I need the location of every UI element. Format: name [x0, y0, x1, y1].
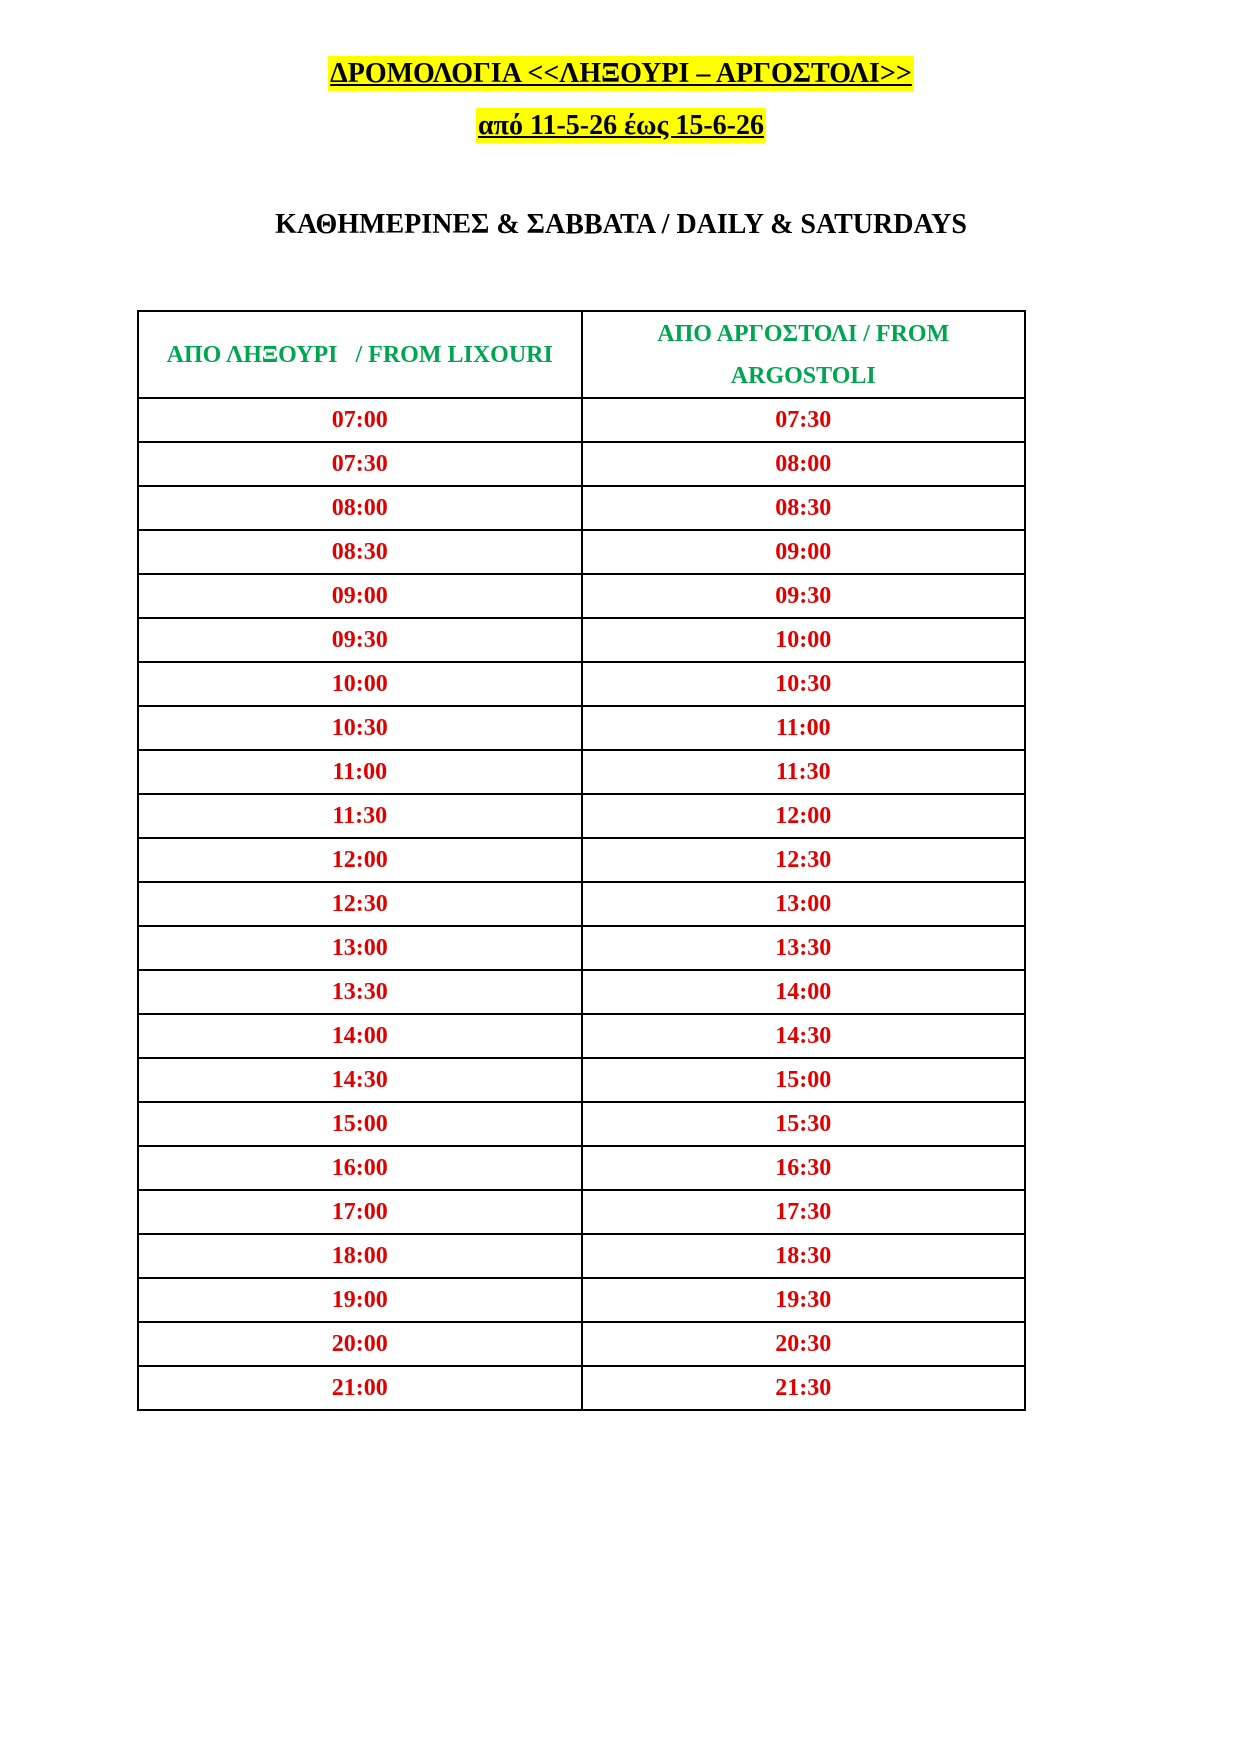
departure-time-argostoli: 21:30 [582, 1366, 1026, 1410]
departure-time-argostoli: 10:30 [582, 662, 1026, 706]
table-row [138, 398, 1025, 442]
table-row [138, 530, 1025, 574]
departure-time-argostoli: 15:30 [582, 1102, 1026, 1146]
table-row [138, 1278, 1025, 1322]
schedule-subtitle: ΚΑΘΗΜΕΡΙΝΕΣ & ΣΑΒΒΑΤΑ / DAILY & SATURDAYS [275, 209, 967, 240]
departure-time-lixouri: 14:30 [138, 1058, 582, 1102]
departure-time-argostoli: 20:30 [582, 1322, 1026, 1366]
table-row [138, 486, 1025, 530]
timetable-header-row [138, 311, 1025, 398]
departure-time-lixouri: 09:00 [138, 574, 582, 618]
departure-time-lixouri: 08:30 [138, 530, 582, 574]
table-row [138, 574, 1025, 618]
timetable [137, 310, 1026, 1411]
schedule-title [0, 58, 1242, 90]
table-row [138, 1234, 1025, 1278]
table-row [138, 618, 1025, 662]
departure-time-argostoli: 13:00 [582, 882, 1026, 926]
departure-time-lixouri: 18:00 [138, 1234, 582, 1278]
departure-time-argostoli: 08:00 [582, 442, 1026, 486]
departure-time-lixouri: 07:30 [138, 442, 582, 486]
departure-time-argostoli: 14:00 [582, 970, 1026, 1014]
schedule-date-range [0, 110, 1242, 142]
schedule-date-range-text: από 11-5-26 έως 15-6-26 [478, 110, 764, 141]
departure-time-argostoli: 07:30 [582, 398, 1026, 442]
header-from-argostoli: ΑΠΟ ΑΡΓΟΣΤΟΛΙ / FROM ARGOSTOLI [582, 311, 1026, 398]
table-row [138, 1322, 1025, 1366]
table-row [138, 1146, 1025, 1190]
departure-time-lixouri: 17:00 [138, 1190, 582, 1234]
departure-time-lixouri: 13:00 [138, 926, 582, 970]
departure-time-argostoli: 13:30 [582, 926, 1026, 970]
departure-time-argostoli: 12:00 [582, 794, 1026, 838]
departure-time-lixouri: 07:00 [138, 398, 582, 442]
departure-time-lixouri: 19:00 [138, 1278, 582, 1322]
table-row [138, 750, 1025, 794]
departure-time-argostoli: 11:30 [582, 750, 1026, 794]
departure-time-lixouri: 11:00 [138, 750, 582, 794]
table-row [138, 1014, 1025, 1058]
departure-time-lixouri: 16:00 [138, 1146, 582, 1190]
departure-time-lixouri: 09:30 [138, 618, 582, 662]
departure-time-lixouri: 10:00 [138, 662, 582, 706]
table-row [138, 838, 1025, 882]
departure-time-argostoli: 09:30 [582, 574, 1026, 618]
schedule-title-text: ΔΡΟΜΟΛΟΓΙΑ <<ΛΗΞΟΥΡΙ – ΑΡΓΟΣΤΟΛΙ>> [330, 58, 912, 89]
table-row [138, 882, 1025, 926]
table-row [138, 970, 1025, 1014]
departure-time-lixouri: 11:30 [138, 794, 582, 838]
table-row [138, 794, 1025, 838]
departure-time-lixouri: 20:00 [138, 1322, 582, 1366]
header-from-lixouri: ΑΠΟ ΛΗΞΟΥΡΙ / FROM LIXOURI [138, 311, 582, 398]
table-row [138, 1190, 1025, 1234]
departure-time-argostoli: 09:00 [582, 530, 1026, 574]
departure-time-argostoli: 18:30 [582, 1234, 1026, 1278]
departure-time-argostoli: 17:30 [582, 1190, 1026, 1234]
table-row [138, 662, 1025, 706]
departure-time-lixouri: 15:00 [138, 1102, 582, 1146]
departure-time-lixouri: 13:30 [138, 970, 582, 1014]
departure-time-lixouri: 10:30 [138, 706, 582, 750]
table-row [138, 926, 1025, 970]
timetable-body [138, 398, 1025, 1410]
departure-time-argostoli: 16:30 [582, 1146, 1026, 1190]
table-row [138, 1366, 1025, 1410]
table-row [138, 1102, 1025, 1146]
departure-time-lixouri: 14:00 [138, 1014, 582, 1058]
table-row [138, 706, 1025, 750]
departure-time-lixouri: 21:00 [138, 1366, 582, 1410]
departure-time-lixouri: 12:00 [138, 838, 582, 882]
departure-time-argostoli: 11:00 [582, 706, 1026, 750]
departure-time-lixouri: 12:30 [138, 882, 582, 926]
departure-time-argostoli: 19:30 [582, 1278, 1026, 1322]
departure-time-argostoli: 08:30 [582, 486, 1026, 530]
table-row [138, 442, 1025, 486]
departure-time-lixouri: 08:00 [138, 486, 582, 530]
table-row [138, 1058, 1025, 1102]
departure-time-argostoli: 14:30 [582, 1014, 1026, 1058]
departure-time-argostoli: 15:00 [582, 1058, 1026, 1102]
departure-time-argostoli: 10:00 [582, 618, 1026, 662]
departure-time-argostoli: 12:30 [582, 838, 1026, 882]
